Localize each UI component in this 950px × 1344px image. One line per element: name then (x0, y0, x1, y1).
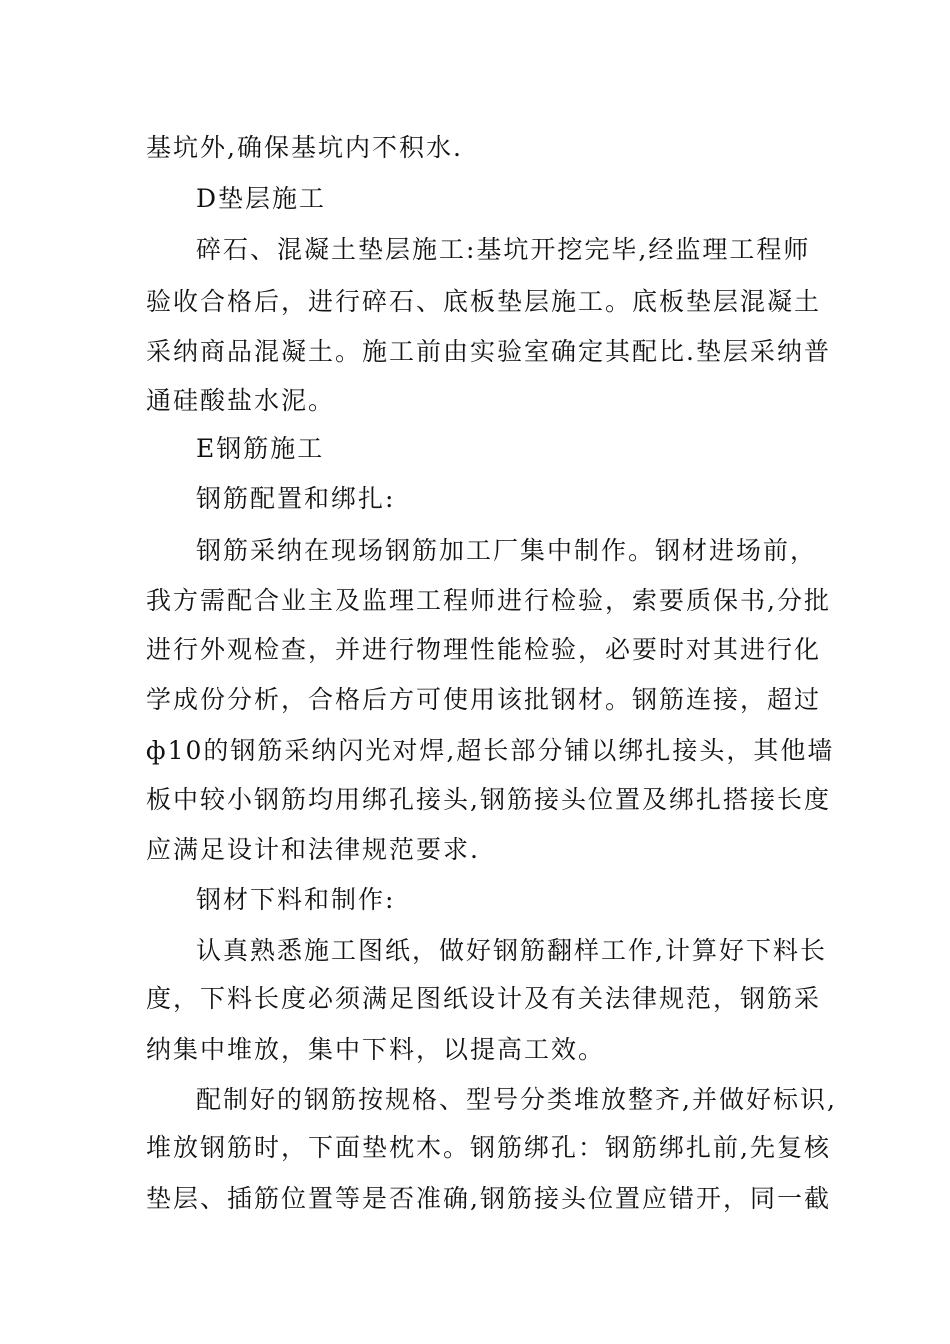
text-line-9: 钢筋采纳在现场钢筋加工厂集中制作。钢材进场前， (196, 536, 818, 565)
text-line-20: 配制好的钢筋按规格、型号分类堆放整齐,并做好标识, (196, 1085, 837, 1114)
text-line-13: ф10的钢筋采纳闪光对焊,超长部分铺以绑扎接头，其他墙 (146, 736, 835, 765)
text-line-5: 采纳商品混凝土。施工前由实验室确定其配比.垫层采纳普 (146, 337, 831, 366)
text-line-12: 学成份分析，合格后方可使用该批钢材。钢筋连接，超过 (146, 685, 822, 714)
text-line-19: 纳集中堆放，集中下料，以提高工效。 (146, 1035, 606, 1064)
text-line-21: 堆放钢筋时，下面垫枕木。钢筋绑孔：钢筋绑扎前,先复核 (146, 1133, 831, 1162)
subheading-rebar-cutting: 钢材下料和制作: (196, 885, 396, 914)
text-line-17: 认真熟悉施工图纸，做好钢筋翻样工作,计算好下料长 (196, 936, 827, 965)
text-line-4: 验收合格后，进行碎石、底板垫层施工。底板垫层混凝土 (146, 287, 822, 316)
text-line-3: 碎石、混凝土垫层施工:基坑开挖完毕,经监理工程师 (196, 235, 811, 264)
section-heading-d: D垫层施工 (196, 184, 327, 213)
text-line-22: 垫层、插筋位置等是否准确,钢筋接头位置应错开，同一截 (146, 1184, 831, 1213)
subheading-rebar-config: 钢筋配置和绑扎: (196, 484, 396, 513)
section-heading-e: E钢筋施工 (196, 434, 325, 463)
text-line-18: 度，下料长度必须满足图纸设计及有关法律规范，钢筋采 (146, 984, 822, 1013)
text-line-10: 我方需配合业主及监理工程师进行检验，索要质保书,分批 (146, 586, 831, 615)
text-line-11: 进行外观检查，并进行物理性能检验，必要时对其进行化 (146, 635, 822, 664)
text-line-14: 板中较小钢筋均用绑孔接头,钢筋接头位置及绑扎搭接长度 (146, 785, 831, 814)
text-line-6: 通硅酸盐水泥。 (146, 386, 336, 415)
text-line-1: 基坑外,确保基坑内不积水. (146, 133, 463, 162)
text-line-15: 应满足设计和法律规范要求. (146, 835, 480, 864)
